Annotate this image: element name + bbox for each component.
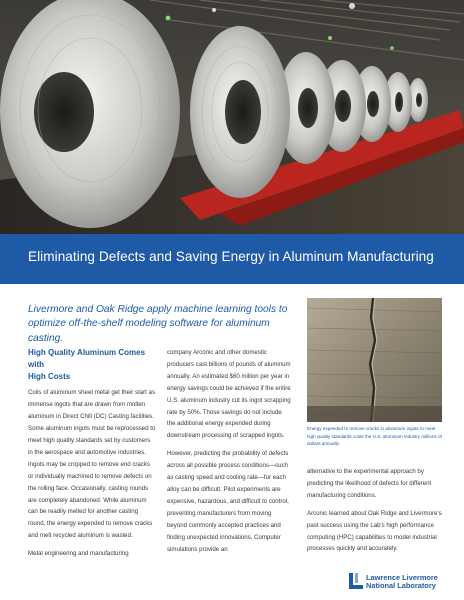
subtitle-line-2: optimize off-the-shelf modeling software for aluminum casting. (28, 318, 270, 344)
image-caption: Energy expended to remove cracks in aluminum ingots to meet high quality standards costs the U.S. aluminum industry millions of dollars annually. (307, 426, 442, 446)
body-paragraph: However, predicting the probability of defects across all possible process conditions—such as casting speed and cooling rate—for each alloy can be difficult. Pilot experiments are expensive, hazardous, and difficult to control, preventing manufacturers from moving beyond commonly accepted practices and finding unexpected innovations. Computer simulations provide an (167, 450, 289, 553)
column-3 (307, 466, 442, 561)
section-heading (28, 347, 156, 382)
aluminum-coils-photo (0, 0, 464, 234)
body-paragraph: Coils of aluminum sheet metal get their start as immense ingots that are drawn from molten aluminum in Direct Chill (DC) Casting facilities. Some aluminum ingots must be reprocessed to meet high quality standards set by customers in the aerospace and automotive industries. Ingots may be cropped to remove end cracks or individually machined to remove defects on the rolling face. Occasionally, casting rounds are completely abandoned. While aluminum can be readily melted for another casting round, the energy expended to remove cracks and melt recycled aluminum is wasted. (28, 389, 156, 540)
page-title: Eliminating Defects and Saving Energy in Aluminum Manufacturing (28, 249, 434, 264)
logo-name-line-1: Lawrence Livermore (366, 573, 438, 582)
body-paragraph: Arconic learned about Oak Ridge and Livermore's past success using the Lab's high performance computing (HPC) capabilities to model industrial processes quickly and accurately. (307, 509, 442, 553)
body-paragraph: Metal engineering and manufacturing (28, 550, 129, 558)
hero-photo (0, 0, 464, 234)
subtitle-line-1: Livermore and Oak Ridge apply machine learning tools to (28, 304, 288, 315)
cracked-ingot-photo (307, 298, 442, 422)
section-heading-line-1: High Quality Aluminum Comes with (28, 348, 146, 369)
title-banner (0, 234, 464, 284)
ingot-photo (307, 298, 442, 422)
subtitle (28, 303, 288, 346)
logo-name-line-2: National Laboratory (366, 581, 436, 590)
column-2 (167, 347, 291, 561)
section-heading-line-2: High Costs (28, 371, 71, 381)
body-paragraph: alternative to the experimental approach by predicting the likelihood of defects for different manufacturing conditions. (307, 468, 432, 499)
llnl-logo-icon (349, 573, 363, 589)
column-1 (28, 347, 156, 566)
llnl-logo (349, 571, 461, 593)
body-paragraph: company Arconic and other domestic producers cast billions of pounds of aluminum annually. An estimated $60 million per year in energy savings could be achieved if the entire U.S. aluminum industry cut its ingot scrapping rate by 50%. Those savings do not include the additional energy expended during downstream processing of scrapped ingots. (167, 349, 291, 440)
